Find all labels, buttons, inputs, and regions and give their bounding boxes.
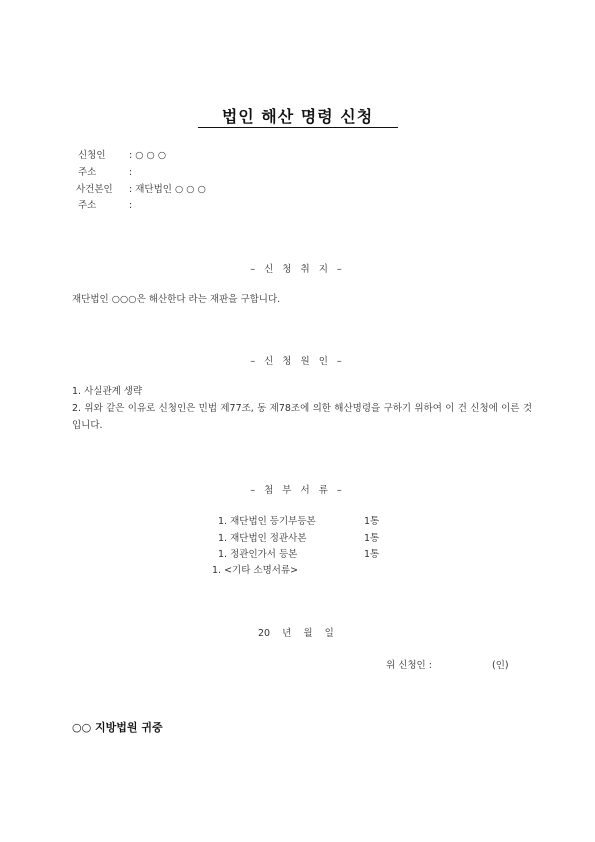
subject-address-label: 주소	[78, 200, 97, 211]
reason-heading: – 신 청 원 인 –	[250, 356, 345, 367]
applicant-row: 신청인 : ○ ○ ○	[78, 147, 166, 161]
attachment-item	[218, 530, 379, 544]
attachment-count: 1통	[364, 516, 380, 527]
attachment-count: 1통	[364, 549, 380, 560]
attachment-name: 1. <기타 소명서류>	[212, 565, 299, 576]
attachment-count: 1통	[364, 533, 380, 544]
purpose-text: 재단법인 ○○○은 해산한다 라는 재판을 구합니다.	[72, 294, 281, 305]
reason-item-1: 1. 사실관계 생략	[72, 386, 143, 397]
subject-row: 사건본인 : 재단법인 ○ ○ ○	[76, 181, 206, 195]
subject-value: 재단법인 ○ ○ ○	[135, 184, 206, 195]
title-underline	[198, 127, 398, 128]
attachment-item	[218, 513, 379, 527]
date-line: 20 년 월 일	[258, 628, 334, 639]
attachment-item	[218, 546, 379, 560]
subject-address-row: 주소 :	[78, 197, 132, 211]
signature-label: 위 신청인 :	[386, 660, 432, 671]
applicant-address-label: 주소	[78, 167, 97, 178]
subject-label: 사건본인	[76, 184, 113, 195]
reason-item-2: 2. 위와 같은 이유로 신청인은 민법 제77조, 동 제78조에 의한 해산명령을 구하기 위하여 이 건 신청에 이른 것입니다.	[72, 403, 532, 431]
attachment-name: 1. 재단법인 정관사본	[218, 533, 307, 544]
applicant-address-row: 주소 :	[78, 164, 132, 178]
signature-seal: (인)	[492, 660, 509, 671]
court-addressee: ○○ 지방법원 귀중	[72, 721, 163, 734]
document-title: 법인 해산 명령 신청	[221, 107, 374, 126]
attachment-name: 1. 정관인가서 등본	[218, 549, 298, 560]
purpose-heading: – 신 청 취 지 –	[250, 264, 345, 275]
attachments-heading: – 첨 부 서 류 –	[250, 485, 345, 496]
attachment-name: 1. 재단법인 등기부등본	[218, 516, 316, 527]
applicant-label: 신청인	[78, 150, 106, 161]
applicant-value: ○ ○ ○	[135, 150, 167, 161]
attachment-item	[212, 562, 298, 576]
